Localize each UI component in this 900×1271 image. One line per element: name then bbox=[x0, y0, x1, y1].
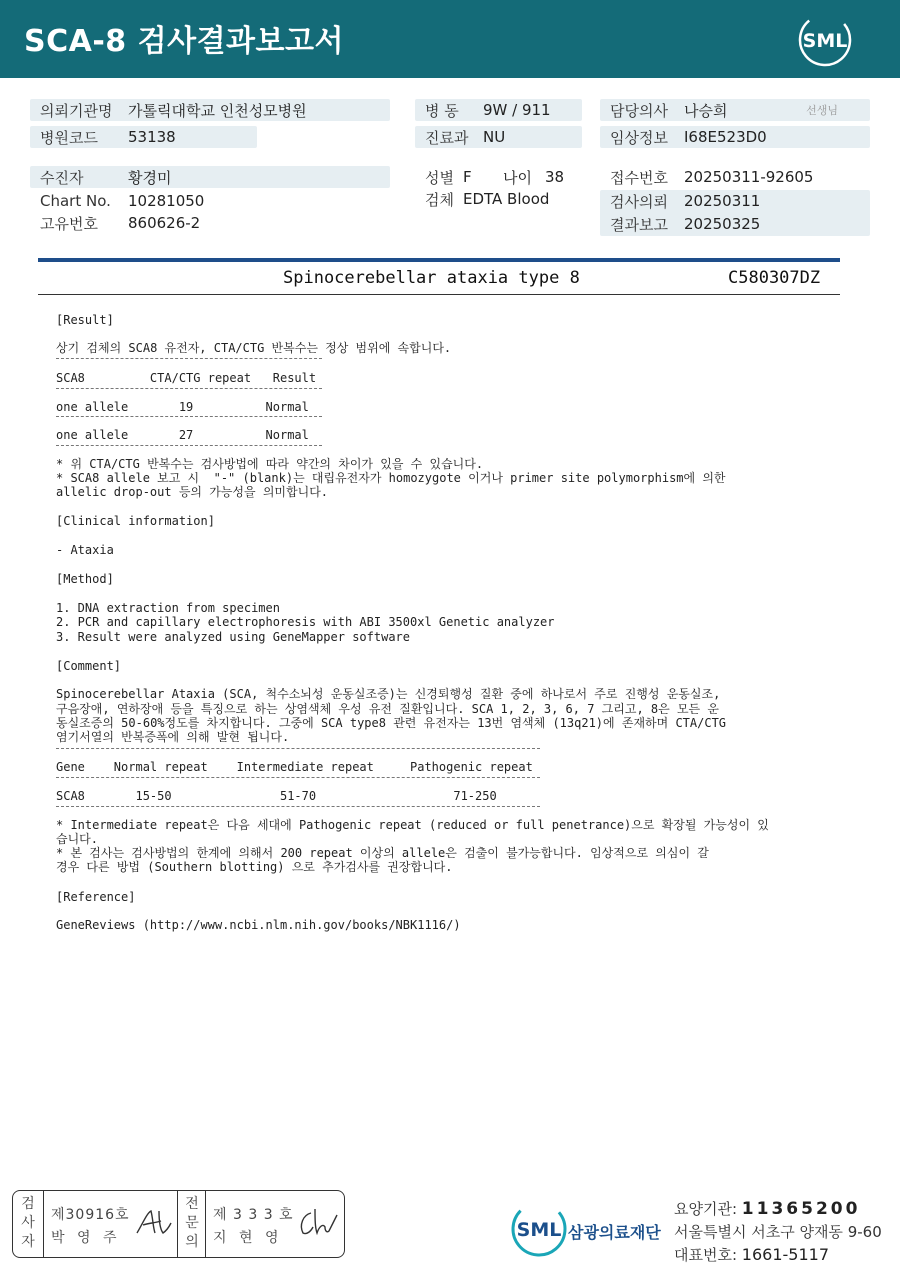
age-value: 38 bbox=[545, 168, 565, 186]
specimen-label: 검체 bbox=[425, 190, 454, 209]
result-summary: 상기 검체의 SCA8 유전자, CTA/CTG 반복수는 정상 범위에 속합니다. bbox=[56, 341, 452, 355]
comment-heading: [Comment] bbox=[56, 659, 122, 673]
specialist-license: 제 3 3 3 호 bbox=[213, 1207, 294, 1223]
receipt-value: 20250311-92605 bbox=[684, 168, 814, 186]
comment-line-2: 구음장애, 연하장애 등을 특징으로 하는 상염색체 우성 유전 질환입니다. SCA 1, 2, 3, 6, 7 그리고, 8은 모든 운 bbox=[56, 702, 719, 716]
repeat-table-rule bbox=[56, 748, 540, 749]
comment-note-4: 경우 다른 방법 (Southern blotting) 으로 추가검사를 권장합니다. bbox=[56, 860, 453, 874]
reference-heading: [Reference] bbox=[56, 890, 136, 904]
comment-line-1: Spinocerebellar Ataxia (SCA, 척수소뇌성 운동실조증)는 신경퇴행성 질환 중에 하나로서 주로 진행성 운동실조, bbox=[56, 687, 721, 701]
footer-address: 서울특별시 서초구 양재동 9-60 bbox=[674, 1223, 882, 1241]
report-title: SCA-8 검사결과보고서 bbox=[24, 24, 344, 59]
unique-row bbox=[30, 212, 390, 234]
examiner-title: 검 사 자 bbox=[21, 1196, 35, 1250]
chart-row bbox=[30, 190, 390, 212]
stamp-divider bbox=[43, 1191, 44, 1257]
report-label: 결과보고 bbox=[610, 215, 668, 234]
request-label: 검사의뢰 bbox=[610, 192, 668, 211]
institution-row bbox=[30, 99, 390, 121]
doctor-value: 나승희 bbox=[684, 101, 728, 120]
footer-logo-text: SML bbox=[516, 1219, 562, 1241]
doctor-row bbox=[600, 99, 870, 121]
method-step-1: 1. DNA extraction from specimen bbox=[56, 601, 280, 615]
examiner-name: 박 영 주 bbox=[51, 1230, 121, 1246]
specialist-signature-icon bbox=[295, 1205, 339, 1239]
footer-sml-logo-icon bbox=[510, 1200, 568, 1258]
report-value: 20250325 bbox=[684, 215, 761, 233]
comment-note-2: 습니다. bbox=[56, 832, 99, 846]
clinical-row bbox=[600, 126, 870, 148]
section-divider-bottom bbox=[38, 294, 840, 295]
hospital-code-row bbox=[30, 126, 257, 148]
institution-code-value: 11365200 bbox=[741, 1199, 861, 1219]
institution-code-label: 요양기관: bbox=[674, 1200, 738, 1218]
ward-value: 9W / 911 bbox=[483, 101, 551, 119]
specimen-row bbox=[415, 188, 595, 210]
repeat-table-row: SCA8 15-50 51-70 71-250 bbox=[56, 789, 497, 803]
foundation-name: 삼광의료재단 bbox=[568, 1223, 661, 1242]
sex-age-row bbox=[415, 166, 595, 188]
department-row bbox=[415, 126, 582, 148]
chart-value: 10281050 bbox=[128, 192, 205, 210]
sml-logo-icon bbox=[798, 13, 852, 67]
result-note-1: * 위 CTA/CTG 반복수는 검사방법에 따라 약간의 차이가 있을 수 있습니다. bbox=[56, 457, 484, 471]
age-label: 나이 bbox=[503, 168, 532, 187]
institution-code-line bbox=[674, 1198, 860, 1219]
report-row bbox=[600, 212, 870, 236]
department-value: NU bbox=[483, 128, 506, 146]
method-heading: [Method] bbox=[56, 572, 114, 586]
result-table-rule bbox=[56, 358, 322, 359]
patient-label: 수진자 bbox=[40, 168, 84, 187]
phone-label: 대표번호: bbox=[674, 1246, 738, 1264]
department-label: 진료과 bbox=[425, 128, 469, 147]
stamp-divider bbox=[177, 1191, 178, 1257]
report-header bbox=[0, 0, 900, 78]
receipt-label: 접수번호 bbox=[610, 168, 668, 187]
hospital-code-value: 53138 bbox=[128, 128, 176, 146]
specimen-value: EDTA Blood bbox=[463, 190, 550, 208]
specialist-title: 전 문 의 bbox=[185, 1196, 199, 1250]
result-table-rule bbox=[56, 445, 322, 446]
sex-label: 성별 bbox=[425, 168, 454, 187]
clinical-label: 임상정보 bbox=[610, 128, 668, 147]
comment-note-1: * Intermediate repeat은 다음 세대에 Pathogenic repeat (reduced or full penetrance)으로 확장될 가능성이 있 bbox=[56, 818, 769, 832]
patient-value: 황경미 bbox=[128, 168, 172, 187]
result-heading: [Result] bbox=[56, 313, 114, 327]
result-note-3: allelic drop-out 등의 가능성을 의미합니다. bbox=[56, 485, 329, 499]
comment-note-3: * 본 검사는 검사방법의 한계에 의해서 200 repeat 이상의 allele은 검출이 불가능합니다. 임상적으로 의심이 갈 bbox=[56, 846, 709, 860]
receipt-row bbox=[600, 166, 870, 188]
clinical-info-heading: [Clinical information] bbox=[56, 514, 215, 528]
phone-value: 1661-5117 bbox=[741, 1245, 830, 1264]
method-step-2: 2. PCR and capillary electrophoresis with ABI 3500xl Genetic analyzer bbox=[56, 615, 555, 629]
phone-line bbox=[674, 1244, 829, 1265]
comment-line-3: 동실조증의 50-60%정도를 차지합니다. 그중에 SCA type8 관련 유전자는 13번 염색체 (13q21)에 존재하며 CTA/CTG bbox=[56, 716, 727, 730]
doctor-label: 담당의사 bbox=[610, 101, 668, 120]
result-row-1: one allele 19 Normal bbox=[56, 400, 309, 414]
request-value: 20250311 bbox=[684, 192, 761, 210]
test-name: Spinocerebellar ataxia type 8 bbox=[283, 268, 580, 288]
result-row-2: one allele 27 Normal bbox=[56, 428, 309, 442]
chart-label: Chart No. bbox=[40, 192, 111, 210]
section-divider-top bbox=[38, 258, 840, 262]
result-note-2: * SCA8 allele 보고 시 "-" (blank)는 대립유전자가 homozygote 이거나 primer site polymorphism에 의한 bbox=[56, 471, 726, 485]
repeat-table-rule bbox=[56, 806, 540, 807]
stamp-divider bbox=[205, 1191, 206, 1257]
examiner-signature-icon bbox=[133, 1205, 173, 1239]
comment-line-4: 염기서열의 반복증폭에 의해 발현 됩니다. bbox=[56, 730, 290, 744]
specialist-name: 지 현 영 bbox=[213, 1230, 283, 1246]
repeat-table-rule bbox=[56, 777, 540, 778]
reference-item: GeneReviews (http://www.ncbi.nlm.nih.gov/books/NBK1116/) bbox=[56, 918, 461, 932]
signature-stamp bbox=[12, 1190, 345, 1258]
result-table-header: SCA8 CTA/CTG repeat Result bbox=[56, 371, 317, 385]
unique-value: 860626-2 bbox=[128, 214, 201, 232]
request-row bbox=[600, 190, 870, 212]
institution-value: 가톨릭대학교 인천성모병원 bbox=[128, 101, 307, 120]
header-logo-text: SML bbox=[802, 30, 848, 52]
unique-label: 고유번호 bbox=[40, 214, 98, 233]
result-table-rule bbox=[56, 416, 322, 417]
test-code: C580307DZ bbox=[728, 268, 821, 288]
method-step-3: 3. Result were analyzed using GeneMapper software bbox=[56, 630, 411, 644]
ward-row bbox=[415, 99, 582, 121]
examiner-license: 제30916호 bbox=[51, 1207, 130, 1223]
result-table-rule bbox=[56, 388, 322, 389]
doctor-suffix: 선생님 bbox=[806, 104, 838, 117]
clinical-info-item: - Ataxia bbox=[56, 543, 114, 557]
repeat-table-header: Gene Normal repeat Intermediate repeat Pathogenic repeat bbox=[56, 760, 533, 774]
institution-label: 의뢰기관명 bbox=[40, 101, 113, 120]
hospital-code-label: 병원코드 bbox=[40, 128, 98, 147]
clinical-value: I68E523D0 bbox=[684, 128, 767, 146]
sex-value: F bbox=[463, 168, 472, 186]
patient-row bbox=[30, 166, 390, 188]
ward-label: 병 동 bbox=[425, 101, 459, 120]
